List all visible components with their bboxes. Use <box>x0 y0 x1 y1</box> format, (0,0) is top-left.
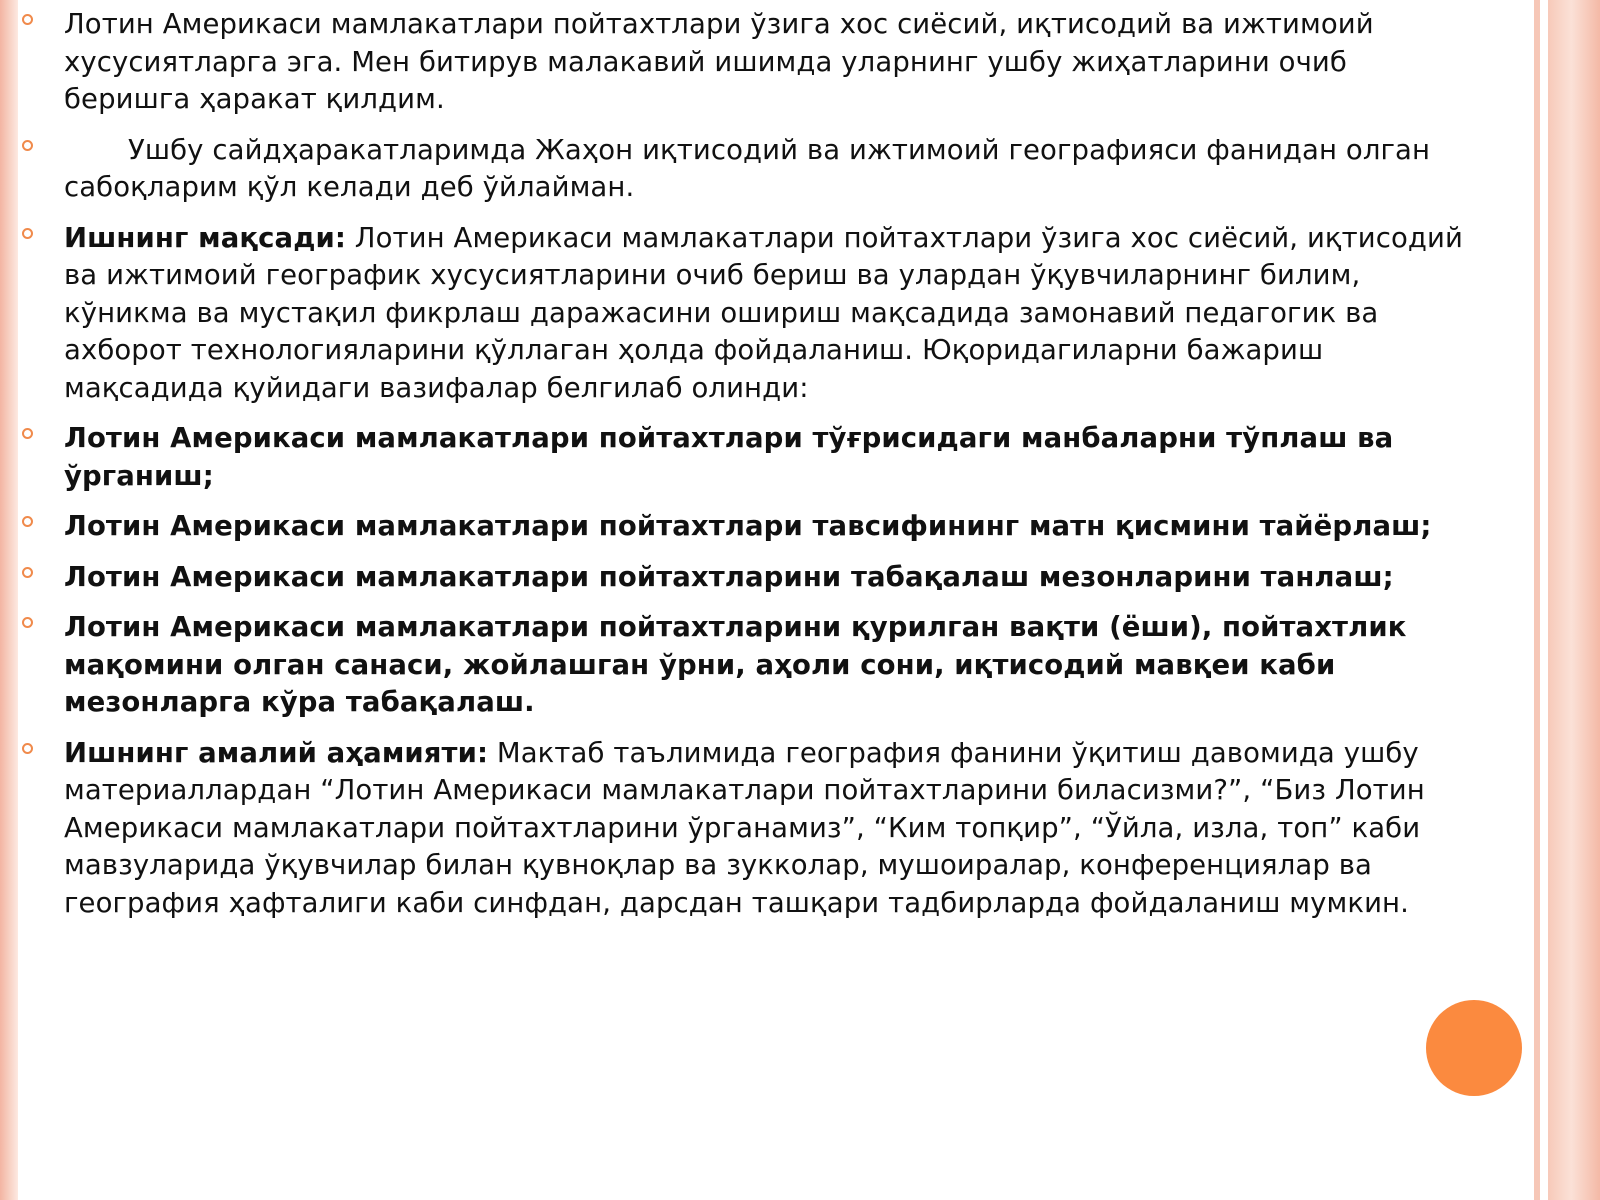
text-line: ахборот технологияларини қўллаган ҳолда фойдаланиш. Юқоридагиларни бажариш <box>64 334 1324 366</box>
text-line: ўрганиш; <box>64 459 214 492</box>
text-line: мавзуларида ўқувчилар билан қувноқлар ва зукколар, мушоиралар, конференциялар ва <box>64 849 1372 881</box>
practical-value-text: Мактаб таълимида география фанини ўқитиш давомида ушбу <box>488 736 1419 769</box>
bullet-circle-icon <box>22 743 33 754</box>
bullet-circle-icon <box>22 140 33 151</box>
goal-heading: Ишнинг мақсади: <box>64 221 346 254</box>
text-line: Лотин Америкаси мамлакатлари пойтахтлари ўзига хос сиёсий, иқтисодий ва ижтимоий <box>64 8 1374 40</box>
bullet-effort <box>22 132 1582 207</box>
text-line: ва ижтимоий географик хусусиятларини очиб бериш ва улардан ўқувчиларнинг билим, <box>64 259 1361 291</box>
slide-content <box>22 6 1582 935</box>
text-line: Ушбу сайдҳаракатларимда Жаҳон иқтисодий ва ижтимоий географияси фанидан олган <box>128 133 1431 166</box>
text-line: Лотин Америкаси мамлакатлари пойтахтларини қурилган вақти (ёши), пойтахтлик <box>64 611 1407 643</box>
left-decorative-stripe <box>0 0 18 1200</box>
text-line: кўникма ва мустақил фикрлаш даражасини ошириш мақсадида замонавий педагогик ва <box>64 296 1379 329</box>
bullet-circle-icon <box>22 567 33 578</box>
bullet-task-sources <box>22 420 1582 495</box>
orange-circle-decoration <box>1426 1000 1522 1096</box>
text-line: сабоқларим қўл келади деб ўйлайман. <box>64 171 635 203</box>
bullet-circle-icon <box>22 617 33 628</box>
bullet-intro <box>22 6 1582 119</box>
text-line: география ҳафталиги каби синфдан, дарсдан ташқари тадбирларда фойдаланиш мумкин. <box>64 886 1409 919</box>
bullet-circle-icon <box>22 428 33 439</box>
text-line: мезонларга кўра табақалаш. <box>64 686 535 718</box>
goal-text: Лотин Америкаси мамлакатлари пойтахтлари ўзига хос сиёсий, иқтисодий <box>345 221 1463 254</box>
bullet-task-description <box>22 508 1582 546</box>
text-line: Лотин Америкаси мамлакатлари пойтахтларини табақалаш мезонларини танлаш; <box>64 560 1394 593</box>
bullet-goal <box>22 220 1582 408</box>
text-line: материаллардан “Лотин Америкаси мамлакатлари пойтахтларини биласизми?”, “Биз Лотин <box>64 774 1425 806</box>
bullet-circle-icon <box>22 516 33 527</box>
bullet-circle-icon <box>22 14 33 25</box>
bullet-practical-value <box>22 735 1582 923</box>
text-line: хусусиятларга эга. Мен битирув малакавий ишимда уларнинг ушбу жиҳатларини очиб <box>64 45 1347 78</box>
bullet-task-criteria <box>22 559 1582 597</box>
text-line: беришга ҳаракат қилдим. <box>64 83 445 115</box>
text-line <box>64 735 1582 773</box>
text-line: мақсадида қуйидаги вазифалар белгилаб олинди: <box>64 371 809 404</box>
practical-value-heading: Ишнинг амалий аҳамияти: <box>64 736 489 769</box>
bullet-circle-icon <box>22 228 33 239</box>
text-line: Америкаси мамлакатлари пойтахтларини ўрганамиз”, “Ким топқир”, “Ўйла, изла, топ” каби <box>64 811 1421 844</box>
text-line: Лотин Америкаси мамлакатлари пойтахтлари тўғрисидаги манбаларни тўплаш ва <box>64 422 1394 454</box>
bullet-task-classification <box>22 609 1582 722</box>
text-line: мақомини олган санаси, жойлашган ўрни, аҳоли сони, иқтисодий мавқеи каби <box>64 648 1336 681</box>
text-line <box>64 220 1582 258</box>
text-line: Лотин Америкаси мамлакатлари пойтахтлари тавсифининг матн қисмини тайёрлаш; <box>64 510 1432 542</box>
